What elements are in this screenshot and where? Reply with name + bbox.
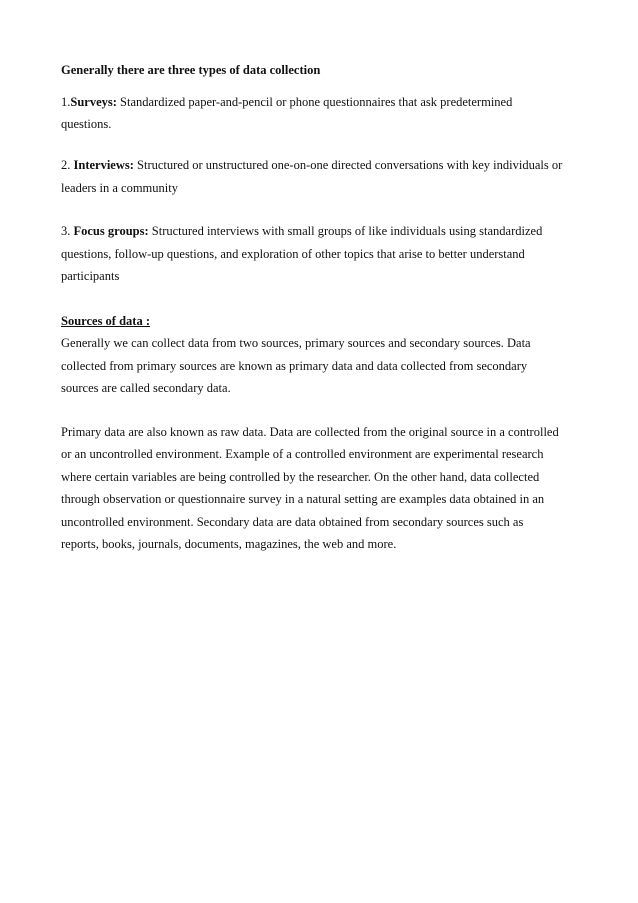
interviews-term: Interviews:	[73, 158, 134, 172]
interviews-item-line-2: leaders in a community	[61, 181, 178, 195]
sources-heading: Sources of data :	[61, 314, 151, 328]
focus-groups-item-line-1	[61, 223, 542, 239]
surveys-description-1: Standardized paper-and-pencil or phone questionnaires that ask predetermined	[116, 95, 513, 109]
focus-groups-number: 3.	[61, 224, 74, 238]
primary-paragraph-line: uncontrolled environment. Secondary data are data obtained from secondary sources such as	[61, 515, 524, 529]
sources-paragraph-line: Generally we can collect data from two sources, primary sources and secondary sources. Data	[61, 336, 531, 350]
interviews-number: 2.	[61, 158, 74, 172]
sources-paragraph-line: sources are called secondary data.	[61, 381, 231, 395]
focus-groups-item-line-3: participants	[61, 269, 120, 283]
surveys-item-line-2: questions.	[61, 117, 112, 131]
sources-paragraph-line: collected from primary sources are known as primary data and data collected from secondary	[61, 359, 528, 373]
surveys-item-line-1	[61, 94, 512, 110]
primary-paragraph-line: or an uncontrolled environment. Example of a controlled environment are experimental research	[61, 447, 544, 461]
focus-groups-description-1: Structured interviews with small groups of like individuals using standardized	[148, 224, 543, 238]
primary-paragraph-line: Primary data are also known as raw data. Data are collected from the original source in a controlled	[61, 425, 559, 439]
document-heading: Generally there are three types of data collection	[61, 63, 321, 77]
surveys-number: 1.	[61, 95, 71, 109]
focus-groups-item-line-2: questions, follow-up questions, and exploration of other topics that arise to better understand	[61, 247, 525, 261]
primary-paragraph-line: through observation or questionnaire survey in a natural setting are examples data obtained in an	[61, 492, 545, 506]
interviews-description-1: Structured or unstructured one-on-one directed conversations with key individuals or	[133, 158, 563, 172]
surveys-term: Surveys:	[70, 95, 117, 109]
primary-paragraph-line: reports, books, journals, documents, magazines, the web and more.	[61, 537, 397, 551]
interviews-item-line-1	[61, 157, 562, 173]
focus-groups-term: Focus groups:	[73, 224, 149, 238]
primary-paragraph-line: where certain variables are being controlled by the researcher. On the other hand, data collected	[61, 470, 540, 484]
